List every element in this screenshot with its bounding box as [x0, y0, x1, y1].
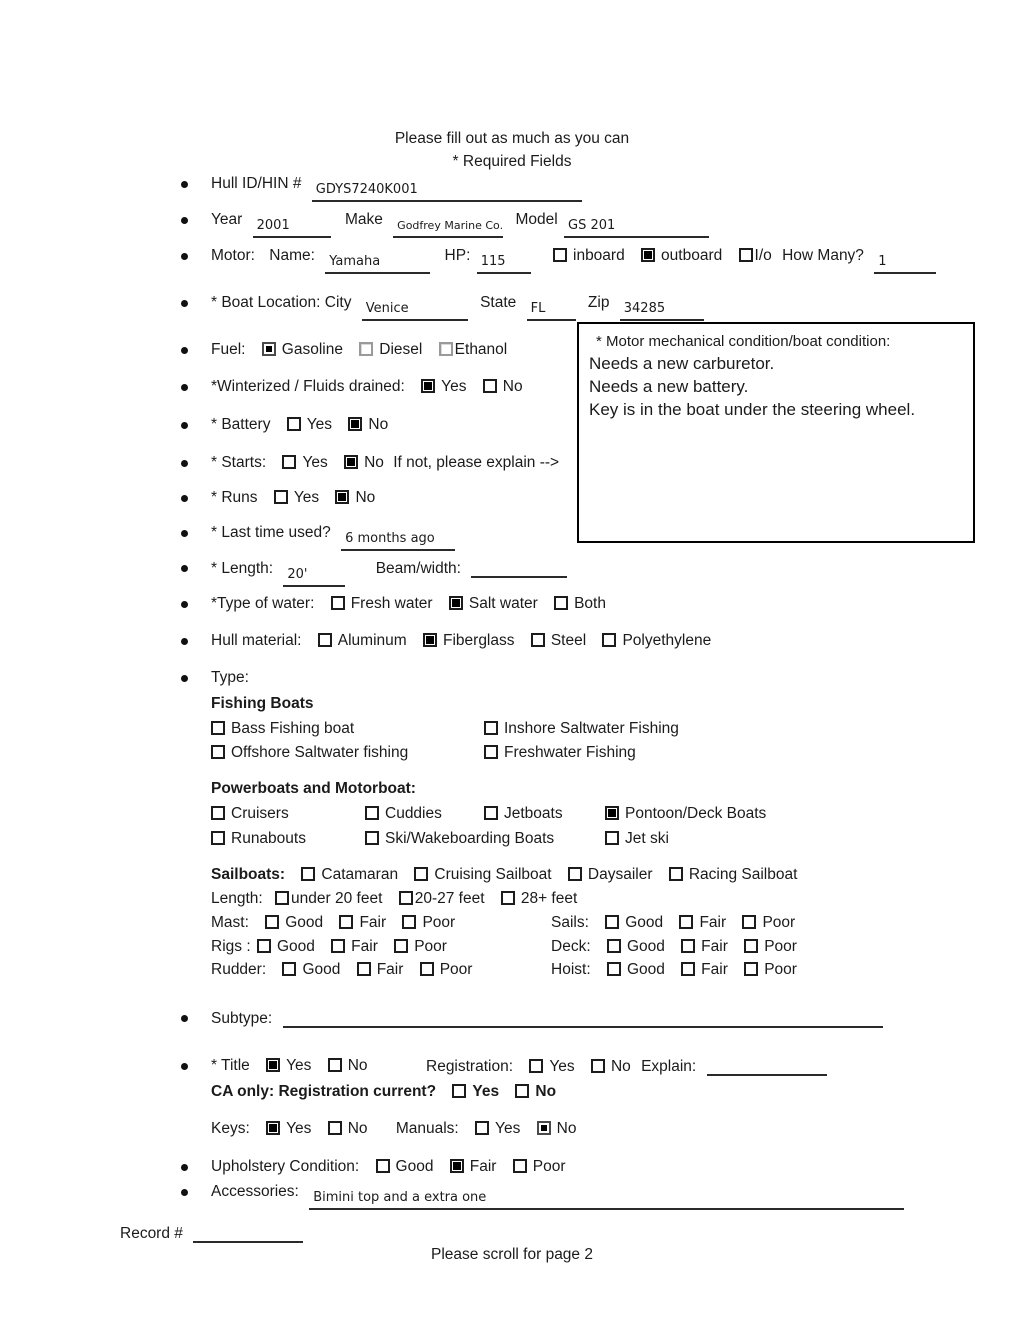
under-20-feet-label: under 20 feet	[291, 890, 383, 907]
sails-fair-label: Fair	[699, 914, 727, 931]
ca-yes-label: Yes	[472, 1083, 500, 1100]
hull-id-row	[211, 173, 582, 202]
sails-poor-label: Poor	[762, 914, 796, 931]
condition-line-1: Needs a new carburetor.	[589, 354, 775, 373]
checkbox-bass-fishing[interactable]	[211, 721, 225, 735]
checkbox-28-plus-feet[interactable]	[501, 891, 515, 905]
ca-registration-row	[211, 1081, 556, 1103]
state-field[interactable]	[527, 300, 576, 321]
power-cell-runabouts	[211, 828, 306, 850]
subtype-field[interactable]	[283, 1007, 883, 1028]
zip-field[interactable]	[620, 300, 704, 321]
checkbox-registration-yes[interactable]	[529, 1059, 543, 1073]
title-cell	[211, 1055, 368, 1077]
runs-no-label: No	[355, 489, 376, 506]
steel-label: Steel	[550, 632, 587, 649]
battery-label: * Battery	[211, 416, 271, 433]
zip-value: 34285	[623, 301, 666, 316]
checkbox-freshwater-fishing[interactable]	[484, 745, 498, 759]
checkbox-deck-good[interactable]	[607, 939, 621, 953]
catamaran-label: Catamaran	[321, 866, 399, 883]
motor-hp-label: HP:	[444, 247, 471, 264]
powerboats-header	[211, 778, 416, 800]
mast-fair-label: Fair	[359, 914, 387, 931]
rigs-label: Rigs :	[211, 938, 251, 955]
form-instruction-text: Please fill out as much as you can	[394, 130, 630, 147]
checkbox-battery-no[interactable]	[348, 417, 362, 431]
length-label: * Length:	[211, 560, 274, 577]
condition-line-2: Needs a new battery.	[589, 377, 749, 396]
diesel-label: Diesel	[379, 341, 423, 358]
motor-hp-value: 115	[480, 254, 506, 269]
checkbox-rigs-fair[interactable]	[331, 939, 345, 953]
model-field[interactable]	[564, 217, 709, 238]
bass-fishing-label: Bass Fishing boat	[231, 720, 355, 737]
checkbox-both-water[interactable]	[554, 596, 568, 610]
runs-yes-label: Yes	[293, 489, 320, 506]
city-value: Venice	[365, 301, 409, 316]
upholstery-poor-label: Poor	[532, 1158, 566, 1175]
checkbox-sails-good[interactable]	[605, 915, 619, 929]
runabouts-label: Runabouts	[231, 830, 306, 847]
manuals-no-label: No	[556, 1120, 577, 1137]
checkbox-registration-no[interactable]	[591, 1059, 605, 1073]
mast-poor-label: Poor	[422, 914, 456, 931]
last-used-row	[211, 522, 455, 551]
upholstery-fair-label: Fair	[469, 1158, 497, 1175]
explain-label: Explain:	[641, 1058, 697, 1075]
checkbox-rudder-fair[interactable]	[357, 962, 371, 976]
boat-location-label: * Boat Location: City	[211, 294, 352, 311]
how-many-field[interactable]	[874, 253, 936, 274]
battery-no-label: No	[368, 416, 389, 433]
year-field[interactable]	[253, 217, 331, 238]
record-row	[120, 1222, 303, 1245]
mast-good-label: Good	[285, 914, 324, 931]
checkbox-title-no[interactable]	[328, 1058, 342, 1072]
checkbox-offshore-saltwater[interactable]	[211, 745, 225, 759]
rigs-good-label: Good	[276, 938, 315, 955]
aluminum-label: Aluminum	[337, 632, 407, 649]
mast-rating-cell	[211, 912, 455, 934]
checkbox-inshore-saltwater[interactable]	[484, 721, 498, 735]
beam-field[interactable]	[471, 557, 567, 578]
length-value: 20'	[287, 567, 308, 582]
checkbox-cruising-sailboat[interactable]	[414, 867, 428, 881]
sails-rating-cell	[551, 912, 795, 934]
jet-ski-label: Jet ski	[625, 830, 669, 847]
ski-wakeboarding-label: Ski/Wakeboarding Boats	[385, 830, 555, 847]
checkbox-deck-fair[interactable]	[681, 939, 695, 953]
inboard-label: inboard	[573, 247, 625, 264]
accessories-row	[211, 1181, 904, 1210]
runs-label: * Runs	[211, 489, 258, 506]
motor-condition-title: * Motor mechanical condition/boat condition:	[596, 333, 891, 350]
accessories-label: Accessories:	[211, 1183, 299, 1200]
checkbox-salt-water[interactable]	[449, 596, 463, 610]
checkbox-daysailer[interactable]	[568, 867, 582, 881]
racing-sailboat-label: Racing Sailboat	[688, 866, 798, 883]
registration-label: Registration:	[426, 1058, 514, 1075]
checkbox-mast-good[interactable]	[265, 915, 279, 929]
fishing-cell-offshore	[211, 742, 408, 764]
power-cell-pontoon	[605, 803, 766, 825]
hoist-fair-label: Fair	[701, 961, 728, 978]
checkbox-winterized-no[interactable]	[483, 379, 497, 393]
checkbox-cuddies[interactable]	[365, 806, 379, 820]
fiberglass-label: Fiberglass	[443, 632, 515, 649]
make-field[interactable]	[393, 217, 503, 238]
registration-no-label: No	[610, 1058, 631, 1075]
scroll-note	[0, 1244, 1024, 1266]
checkbox-rudder-poor[interactable]	[420, 962, 434, 976]
checkbox-keys-yes[interactable]	[266, 1121, 280, 1135]
cruisers-label: Cruisers	[231, 805, 289, 822]
hoist-poor-label: Poor	[764, 961, 797, 978]
starts-explain-note: If not, please explain -->	[393, 454, 560, 471]
rudder-label: Rudder:	[211, 961, 267, 978]
rudder-fair-label: Fair	[376, 961, 404, 978]
zip-label: Zip	[587, 294, 610, 311]
hull-material-label: Hull material:	[211, 632, 302, 649]
winterized-yes-label: Yes	[441, 378, 467, 395]
checkbox-rudder-good[interactable]	[282, 962, 296, 976]
jetboats-label: Jetboats	[504, 805, 563, 822]
city-field[interactable]	[362, 300, 468, 321]
rigs-poor-label: Poor	[414, 938, 447, 955]
checkbox-manuals-yes[interactable]	[475, 1121, 489, 1135]
required-fields-note	[0, 151, 1024, 173]
checkbox-outboard[interactable]	[641, 248, 655, 262]
water-type-row	[211, 593, 606, 615]
accessories-field[interactable]	[309, 1189, 904, 1210]
model-value: GS 201	[568, 218, 616, 233]
fuel-label: Fuel:	[211, 341, 246, 358]
checkbox-hoist-poor[interactable]	[744, 962, 758, 976]
checkbox-20-27-feet[interactable]	[399, 891, 413, 905]
length-row	[211, 557, 567, 587]
rudder-rating-cell	[211, 959, 472, 981]
last-used-value: 6 months ago	[345, 531, 435, 546]
title-yes-label: Yes	[286, 1057, 312, 1074]
title-label: * Title	[211, 1057, 250, 1074]
checkbox-racing-sailboat[interactable]	[669, 867, 683, 881]
fishing-cell-freshwater	[484, 742, 636, 764]
power-cell-jetski	[605, 828, 669, 850]
deck-rating-cell	[551, 936, 797, 958]
checkbox-catamaran[interactable]	[301, 867, 315, 881]
make-label: Make	[344, 211, 383, 228]
keys-no-label: No	[347, 1120, 368, 1137]
last-used-field[interactable]	[341, 530, 455, 551]
checkbox-runs-no[interactable]	[335, 490, 349, 504]
winterized-row	[211, 376, 523, 398]
battery-row	[211, 414, 388, 436]
hoist-good-label: Good	[626, 961, 665, 978]
runs-row	[211, 487, 375, 509]
hull-id-field[interactable]	[312, 181, 582, 202]
power-cell-ski	[365, 828, 554, 850]
sails-label: Sails:	[551, 914, 589, 931]
io-label: I/o	[754, 247, 772, 264]
checkbox-io[interactable]	[739, 248, 753, 262]
rudder-poor-label: Poor	[439, 961, 473, 978]
motor-condition-box[interactable]	[577, 322, 975, 543]
checkbox-mast-poor[interactable]	[402, 915, 416, 929]
ethanol-label: Ethanol	[454, 341, 508, 358]
checkbox-keys-no[interactable]	[328, 1121, 342, 1135]
state-label: State	[480, 294, 517, 311]
hull-id-value: GDYS7240K001	[315, 182, 418, 197]
keys-manuals-row	[211, 1118, 576, 1140]
hoist-rating-cell	[551, 959, 797, 981]
checkbox-steel[interactable]	[531, 633, 545, 647]
deck-good-label: Good	[626, 938, 665, 955]
checkbox-ca-yes[interactable]	[452, 1084, 466, 1098]
checkbox-jet-ski[interactable]	[605, 831, 619, 845]
checkbox-fiberglass[interactable]	[423, 633, 437, 647]
20-27-feet-label: 20-27 feet	[414, 890, 485, 907]
fishing-boats-header-text: Fishing Boats	[211, 695, 314, 712]
year-label: Year	[211, 211, 243, 228]
checkbox-gasoline[interactable]	[262, 342, 276, 356]
beam-label: Beam/width:	[375, 560, 461, 577]
power-cell-cuddies	[365, 803, 442, 825]
checkbox-deck-poor[interactable]	[744, 939, 758, 953]
sailboats-header-text: Sailboats:	[211, 866, 286, 883]
sailboats-row	[211, 864, 797, 886]
how-many-label: How Many?	[782, 247, 864, 264]
rigs-rating-cell	[211, 936, 447, 958]
fresh-water-label: Fresh water	[350, 595, 433, 612]
checkbox-polyethylene[interactable]	[602, 633, 616, 647]
checkbox-title-yes[interactable]	[266, 1058, 280, 1072]
subtype-row	[211, 1007, 883, 1030]
cruising-sailboat-label: Cruising Sailboat	[434, 866, 552, 883]
checkbox-starts-no[interactable]	[344, 455, 358, 469]
deck-fair-label: Fair	[701, 938, 728, 955]
checkbox-hoist-fair[interactable]	[681, 962, 695, 976]
motor-row	[211, 245, 936, 274]
pontoon-deck-label: Pontoon/Deck Boats	[625, 805, 767, 822]
deck-poor-label: Poor	[764, 938, 797, 955]
motor-name-label: Name:	[269, 247, 315, 264]
hull-id-label: Hull ID/HIN #	[211, 175, 302, 192]
upholstery-row	[211, 1156, 566, 1178]
gasoline-label: Gasoline	[281, 341, 343, 358]
checkbox-ski-wakeboarding[interactable]	[365, 831, 379, 845]
checkbox-sails-poor[interactable]	[742, 915, 756, 929]
checkbox-manuals-no[interactable]	[537, 1121, 551, 1135]
type-row	[211, 667, 249, 689]
record-field[interactable]	[193, 1222, 303, 1243]
power-cell-jetboats	[484, 803, 563, 825]
length-field[interactable]	[283, 566, 345, 587]
scroll-note-text: Please scroll for page 2	[431, 1246, 593, 1263]
cuddies-label: Cuddies	[385, 805, 442, 822]
checkbox-jetboats[interactable]	[484, 806, 498, 820]
daysailer-label: Daysailer	[587, 866, 653, 883]
checkbox-battery-yes[interactable]	[287, 417, 301, 431]
checkbox-inboard[interactable]	[553, 248, 567, 262]
rigs-fair-label: Fair	[351, 938, 378, 955]
winterized-label: *Winterized / Fluids drained:	[211, 378, 405, 395]
checkbox-starts-yes[interactable]	[282, 455, 296, 469]
registration-cell	[426, 1055, 827, 1078]
checkbox-upholstery-poor[interactable]	[513, 1159, 527, 1173]
checkbox-ca-no[interactable]	[515, 1084, 529, 1098]
model-label: Model	[515, 211, 558, 228]
registration-yes-label: Yes	[549, 1058, 575, 1075]
accessories-value: Bimini top and a extra one	[313, 1190, 487, 1205]
required-fields-text: * Required Fields	[452, 153, 572, 170]
condition-line-3: Key is in the boat under the steering wheel.	[589, 400, 916, 419]
form-instruction	[0, 128, 1024, 150]
checkbox-cruisers[interactable]	[211, 806, 225, 820]
motor-name-field[interactable]	[325, 253, 430, 274]
offshore-saltwater-label: Offshore Saltwater fishing	[231, 744, 409, 761]
checkbox-aluminum[interactable]	[318, 633, 332, 647]
type-label: Type:	[211, 669, 249, 686]
starts-label: * Starts:	[211, 454, 267, 471]
record-label: Record #	[120, 1225, 183, 1242]
checkbox-fresh-water[interactable]	[331, 596, 345, 610]
outboard-label: outboard	[661, 247, 723, 264]
sails-good-label: Good	[625, 914, 664, 931]
motor-hp-field[interactable]	[477, 253, 531, 274]
upholstery-label: Upholstery Condition:	[211, 1158, 360, 1175]
checkbox-under-20-feet[interactable]	[275, 891, 289, 905]
motor-label: Motor:	[211, 247, 255, 264]
checkbox-runabouts[interactable]	[211, 831, 225, 845]
fuel-row	[211, 339, 507, 361]
upholstery-good-label: Good	[395, 1158, 434, 1175]
how-many-value: 1	[878, 254, 887, 269]
boat-location-row	[211, 292, 704, 321]
checkbox-winterized-yes[interactable]	[421, 379, 435, 393]
battery-yes-label: Yes	[306, 416, 333, 433]
water-type-label: *Type of water:	[211, 595, 315, 612]
keys-yes-label: Yes	[286, 1120, 312, 1137]
deck-label: Deck:	[551, 938, 591, 955]
make-value: Godfrey Marine Co.	[397, 219, 504, 232]
fishing-boats-header	[211, 693, 313, 715]
year-make-model-row	[211, 209, 709, 238]
sail-length-label: Length:	[211, 890, 263, 907]
fishing-cell-bass	[211, 718, 354, 740]
both-water-label: Both	[574, 595, 606, 612]
checkbox-rigs-poor[interactable]	[394, 939, 408, 953]
starts-yes-label: Yes	[302, 454, 328, 471]
manuals-yes-label: Yes	[495, 1120, 521, 1137]
sail-length-row	[211, 888, 577, 910]
state-value: FL	[530, 301, 546, 316]
manuals-label: Manuals:	[395, 1120, 459, 1137]
checkbox-diesel[interactable]	[359, 342, 373, 356]
polyethylene-label: Polyethylene	[622, 632, 712, 649]
checkbox-rigs-good[interactable]	[257, 939, 271, 953]
checkbox-sails-fair[interactable]	[679, 915, 693, 929]
hoist-label: Hoist:	[551, 961, 591, 978]
keys-label: Keys:	[211, 1120, 250, 1137]
checkbox-upholstery-good[interactable]	[376, 1159, 390, 1173]
power-cell-cruisers	[211, 803, 289, 825]
checkbox-mast-fair[interactable]	[339, 915, 353, 929]
year-value: 2001	[256, 218, 290, 233]
checkbox-runs-yes[interactable]	[274, 490, 288, 504]
salt-water-label: Salt water	[468, 595, 538, 612]
inshore-saltwater-label: Inshore Saltwater Fishing	[504, 720, 679, 737]
explain-field[interactable]	[707, 1055, 827, 1076]
title-no-label: No	[347, 1057, 368, 1074]
checkbox-pontoon-deck[interactable]	[605, 806, 619, 820]
last-used-label: * Last time used?	[211, 524, 331, 541]
checkbox-upholstery-fair[interactable]	[450, 1159, 464, 1173]
fishing-cell-inshore	[484, 718, 679, 740]
28-plus-feet-label: 28+ feet	[520, 890, 578, 907]
subtype-label: Subtype:	[211, 1010, 273, 1027]
freshwater-fishing-label: Freshwater Fishing	[504, 744, 636, 761]
powerboats-header-text: Powerboats and Motorboat:	[211, 780, 416, 797]
rudder-good-label: Good	[302, 961, 341, 978]
starts-no-label: No	[364, 454, 384, 471]
hull-material-row	[211, 630, 711, 652]
winterized-no-label: No	[502, 378, 523, 395]
mast-label: Mast:	[211, 914, 249, 931]
motor-name-value: Yamaha	[329, 254, 381, 269]
ca-registration-label: CA only: Registration current?	[211, 1083, 437, 1100]
starts-row	[211, 452, 559, 474]
checkbox-ethanol[interactable]	[439, 342, 453, 356]
checkbox-hoist-good[interactable]	[607, 962, 621, 976]
ca-no-label: No	[535, 1083, 557, 1100]
